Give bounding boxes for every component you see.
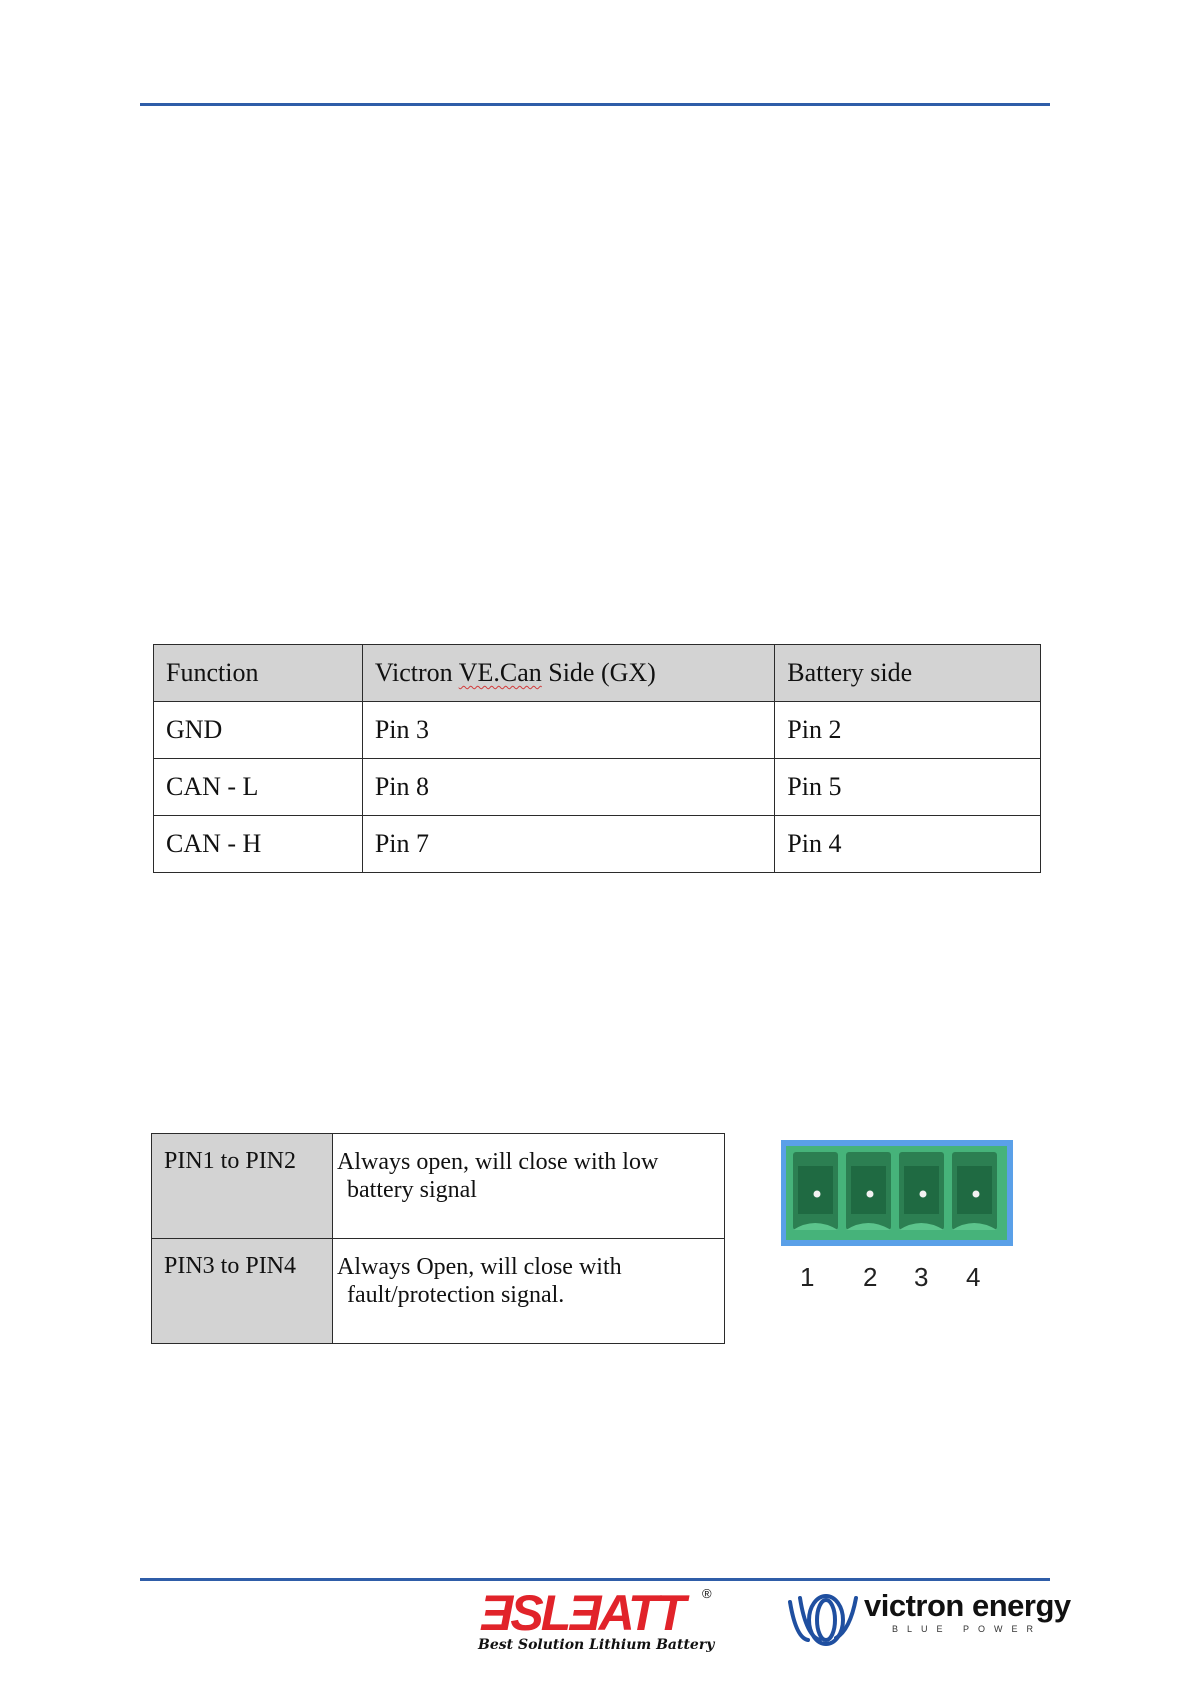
terminal-connector-image <box>781 1140 1013 1246</box>
pin-label-4: 4 <box>966 1262 981 1292</box>
relay-description-cell: Always open, will close with low battery signal <box>333 1134 725 1239</box>
header-battery-side: Battery side <box>775 645 1041 702</box>
table-row <box>152 1239 725 1344</box>
table-row <box>154 816 1041 873</box>
pin-label-2: 2 <box>863 1262 878 1292</box>
relay-description-cell: Always Open, will close with fault/protection signal. <box>333 1239 725 1344</box>
can-pin-table <box>153 644 1041 873</box>
slbatt-logo <box>476 1584 716 1660</box>
header-rule <box>140 103 1050 106</box>
table-row <box>154 759 1041 816</box>
battery-pin-cell: Pin 2 <box>775 702 1041 759</box>
table-row <box>152 1134 725 1239</box>
slbatt-wordmark: ƎSLƎATT <box>480 1585 684 1641</box>
table-header-row <box>154 645 1041 702</box>
victron-wordmark: victron energy <box>864 1588 1071 1623</box>
slbatt-tagline: Best Solution Lithium Battery <box>478 1637 715 1653</box>
relay-contact-table <box>151 1133 725 1344</box>
function-cell: GND <box>154 702 363 759</box>
victron-logo <box>786 1588 1071 1648</box>
victron-pin-cell: Pin 3 <box>362 702 774 759</box>
victron-subline: BLUE POWER <box>892 1624 1043 1634</box>
relay-pins-cell: PIN1 to PIN2 <box>152 1134 333 1239</box>
slot-1 <box>793 1152 838 1230</box>
battery-pin-cell: Pin 4 <box>775 816 1041 873</box>
slot-2 <box>846 1152 891 1230</box>
pin-label-3: 3 <box>914 1262 929 1292</box>
registered-mark: ® <box>702 1586 712 1601</box>
function-cell: CAN - H <box>154 816 363 873</box>
slot-4 <box>952 1152 997 1230</box>
pin-label-1: 1 <box>800 1262 815 1292</box>
slot-3 <box>899 1152 944 1230</box>
victron-pin-cell: Pin 7 <box>362 816 774 873</box>
header-function: Function <box>154 645 363 702</box>
header-victron-side: Victron VE.Can Side (GX) <box>362 645 774 702</box>
spellcheck-word: VE.Can <box>458 658 542 687</box>
victron-swirl-icon <box>786 1590 862 1646</box>
function-cell: CAN - L <box>154 759 363 816</box>
table-row <box>154 702 1041 759</box>
battery-pin-cell: Pin 5 <box>775 759 1041 816</box>
relay-pins-cell: PIN3 to PIN4 <box>152 1239 333 1344</box>
victron-pin-cell: Pin 8 <box>362 759 774 816</box>
footer-rule <box>140 1578 1050 1581</box>
